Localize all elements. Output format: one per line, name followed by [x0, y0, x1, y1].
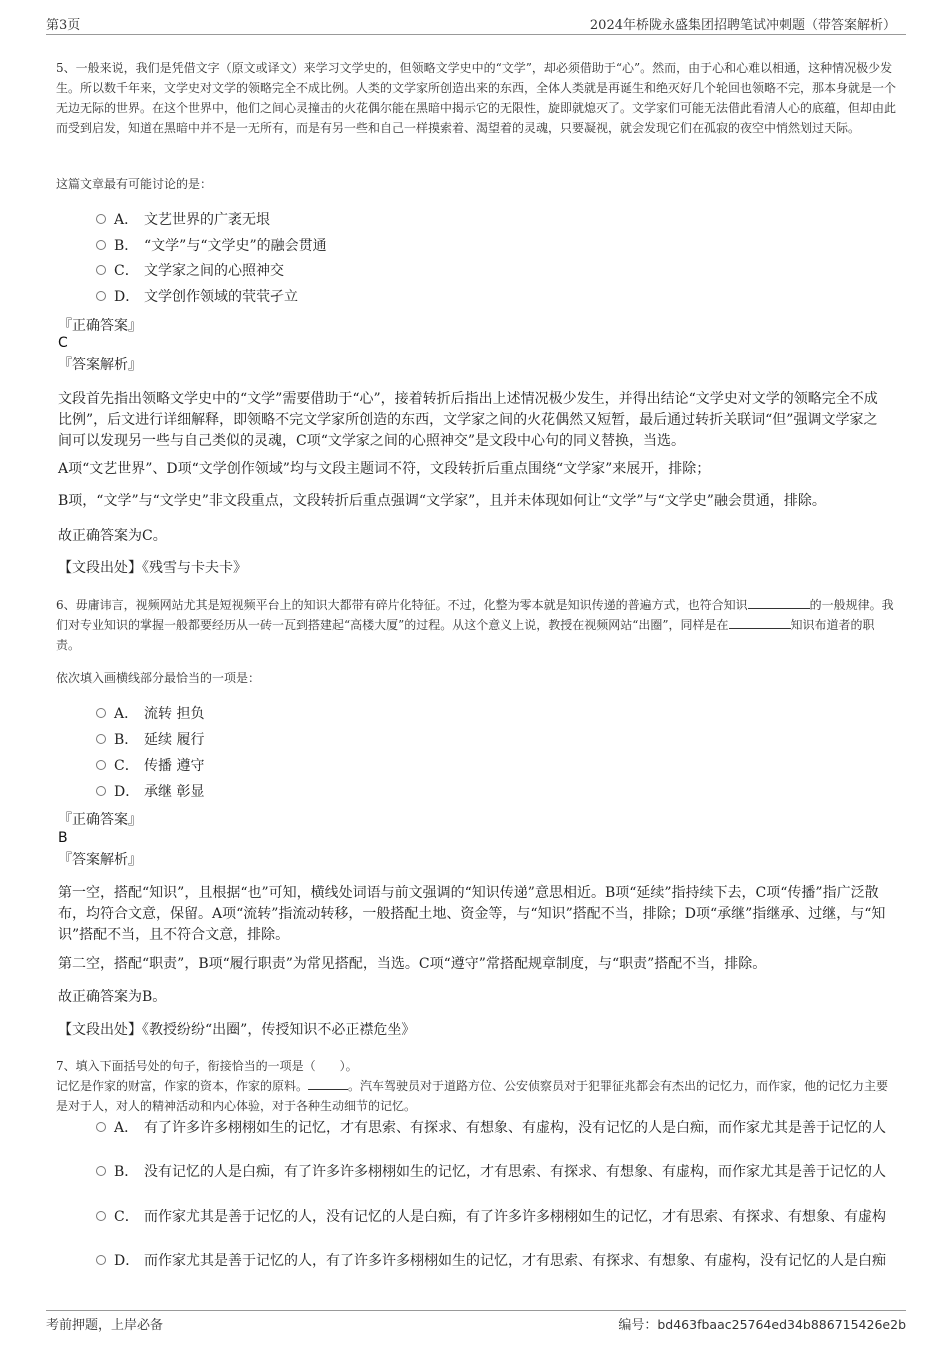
q7-question: 7、填入下面括号处的句子，衔接恰当的一项是（ ）。	[56, 1059, 358, 1073]
q6-passage: 6、毋庸讳言，视频网站尤其是短视频平台上的知识大都带有碎片化特征。不过，化整为零本就是知识传递的普遍方式，也符合知识 的一般规律。我们对专业知识的掌握一般都要经历从一砖一瓦到搭建起“高楼大厦”的过程。从这个意义上说，教授在视频网站“出圈”，同样是在 知识布道者的职责。	[56, 598, 894, 652]
q6-option-c[interactable]: C． 传播 遵守	[96, 756, 204, 776]
q6-option-b[interactable]: B． 延续 履行	[96, 730, 204, 750]
q5-question: 这篇文章最有可能讨论的是：	[56, 177, 213, 191]
q6-analysis-p3: 故正确答案为B。	[58, 989, 167, 1005]
q6-correct-answer: B	[58, 830, 68, 846]
page-footer	[46, 1310, 906, 1336]
document-title: 2024年桥陇永盛集团招聘笔试冲刺题（带答案解析）	[589, 18, 896, 33]
radio-icon[interactable]	[96, 734, 106, 744]
radio-icon[interactable]	[96, 708, 106, 718]
q5-option-c[interactable]: C． 文学家之间的心照神交	[96, 261, 284, 281]
page-number: 第3页	[46, 18, 81, 33]
radio-icon[interactable]	[96, 1122, 106, 1132]
q6-option-a[interactable]: A． 流转 担负	[96, 704, 204, 724]
q5-analysis-p3: B项，“文学”与“文学史”非文段重点，文段转折后重点强调“文学家”，且并未体现如何让“文学”与“文学史”融会贯通，排除。	[58, 493, 826, 509]
q5-option-a[interactable]: A． 文艺世界的广袤无垠	[96, 210, 270, 230]
q6-analysis-p2: 第二空，搭配“职责”，B项“履行职责”为常见搭配，当选。C项“遵守”常搭配规章制度，与“职责”搭配不当，排除。	[58, 956, 767, 972]
q5-correct-label: 『正确答案』	[58, 318, 142, 334]
q5-option-d[interactable]: D． 文学创作领域的茕茕孑立	[96, 287, 298, 307]
radio-icon[interactable]	[96, 291, 106, 301]
q6-correct-label: 『正确答案』	[58, 812, 142, 828]
q5-correct-answer: C	[58, 335, 68, 351]
q6-question: 依次填入画横线部分最恰当的一项是：	[56, 671, 261, 685]
radio-icon[interactable]	[96, 214, 106, 224]
q5-analysis-p2: A项“文艺世界”、D项“文学创作领域”均与文段主题词不符，文段转折后重点围绕“文学家”来展开，排除；	[58, 461, 711, 477]
q6-source: 【文段出处】《教授纷纷“出圈”，传授知识不必正襟危坐》	[58, 1022, 416, 1038]
blank-1	[308, 1077, 348, 1090]
q6-analysis-label: 『答案解析』	[58, 852, 142, 868]
q7-option-d[interactable]: D． 而作家尤其是善于记忆的人，有了许多许多栩栩如生的记忆，才有思索、有探求、有想象、有虚构，没有记忆的人是白痴	[96, 1250, 888, 1272]
q5-source: 【文段出处】《残雪与卡夫卡》	[58, 560, 247, 576]
q7-passage: 记忆是作家的财富，作家的资本，作家的原料。 。汽车驾驶员对于道路方位、公安侦察员对于犯罪征兆都会有杰出的记忆力，而作家，他的记忆力主要是对于人，对人的精神活动和内心体验，对于各种生动细节的记忆。	[56, 1079, 889, 1113]
footer-slogan: 考前押题，上岸必备	[46, 1318, 164, 1333]
q6-analysis-p1: 第一空，搭配“知识”，且根据“也”可知，横线处词语与前文强调的“知识传递”意思相近。B项“延续”指持续下去，C项“传播”指广泛散布，均符合文意，保留。A项“流转”指流动转移，一般搭配土地、资金等，与“知识”搭配不当，排除；D项“承继”指继承、过继，与“知识”搭配不当，且不符合文意，排除。	[58, 885, 886, 943]
q5-analysis-p1: 文段首先指出领略文学史中的“文学”需要借助于“心”，接着转折后指出上述情况极少发生，并得出结论“文学史对文学的领略完全不成比例”，后文进行详细解释，即领略不完文学家所创造的东西，文学家之间的火花偶然又短暂，最后通过转折关联词“但”强调文学家之间可以发现另一些与自己类似的灵魂，C项“文学家之间的心照神交”是文段中心句的同义替换，当选。	[58, 391, 878, 449]
q7-option-a[interactable]: A． 有了许多许多栩栩如生的记忆，才有思索、有探求、有想象、有虚构，没有记忆的人是白痴，而作家尤其是善于记忆的人	[96, 1117, 888, 1139]
q5-option-b[interactable]: B． “文学”与“文学史”的融会贯通	[96, 236, 327, 256]
radio-icon[interactable]	[96, 265, 106, 275]
radio-icon[interactable]	[96, 760, 106, 770]
q7-option-b[interactable]: B． 没有记忆的人是白痴，有了许多许多栩栩如生的记忆，才有思索、有探求、有想象、有虚构，而作家尤其是善于记忆的人	[96, 1161, 888, 1183]
blank-2	[729, 616, 791, 629]
q5-analysis-label: 『答案解析』	[58, 357, 142, 373]
radio-icon[interactable]	[96, 1211, 106, 1221]
document-id: 编号：bd463fbaac25764ed34b886715426e2b	[618, 1317, 906, 1333]
radio-icon[interactable]	[96, 240, 106, 250]
radio-icon[interactable]	[96, 1166, 106, 1176]
q5-passage: 5、一般来说，我们是凭借文字（原文或译文）来学习文学史的，但领略文学史中的“文学”，却必须借助于“心”。然而，由于心和心难以相通，这种情况极少发生。所以数千年来，文学史对文学的领略完全不成比例。人类的文学家所创造出来的东西，全体人类就是再诞生和绝灭好几个轮回也领略不完，那本身就是一个无边无际的世界。在这个世界中，他们之间心灵撞击的火花偶尔能在黑暗中揭示它的无限性，旋即就熄灭了。文学家们可能无法借此看清人心的底蕴，但却由此而受到启发，知道在黑暗中并不是一无所有，而是有另一些和自己一样摸索着、渴望着的灵魂，只要凝视，就会发现它们在孤寂的夜空中悄然划过天际。	[56, 61, 897, 135]
page-header	[46, 14, 906, 35]
radio-icon[interactable]	[96, 786, 106, 796]
radio-icon[interactable]	[96, 1255, 106, 1265]
blank-1	[748, 596, 810, 609]
q6-option-d[interactable]: D． 承继 彰显	[96, 782, 204, 802]
q7-option-c[interactable]: C． 而作家尤其是善于记忆的人，没有记忆的人是白痴，有了许多许多栩栩如生的记忆，才有思索、有探求、有想象、有虚构	[96, 1206, 888, 1228]
q5-analysis-p4: 故正确答案为C。	[58, 528, 167, 544]
